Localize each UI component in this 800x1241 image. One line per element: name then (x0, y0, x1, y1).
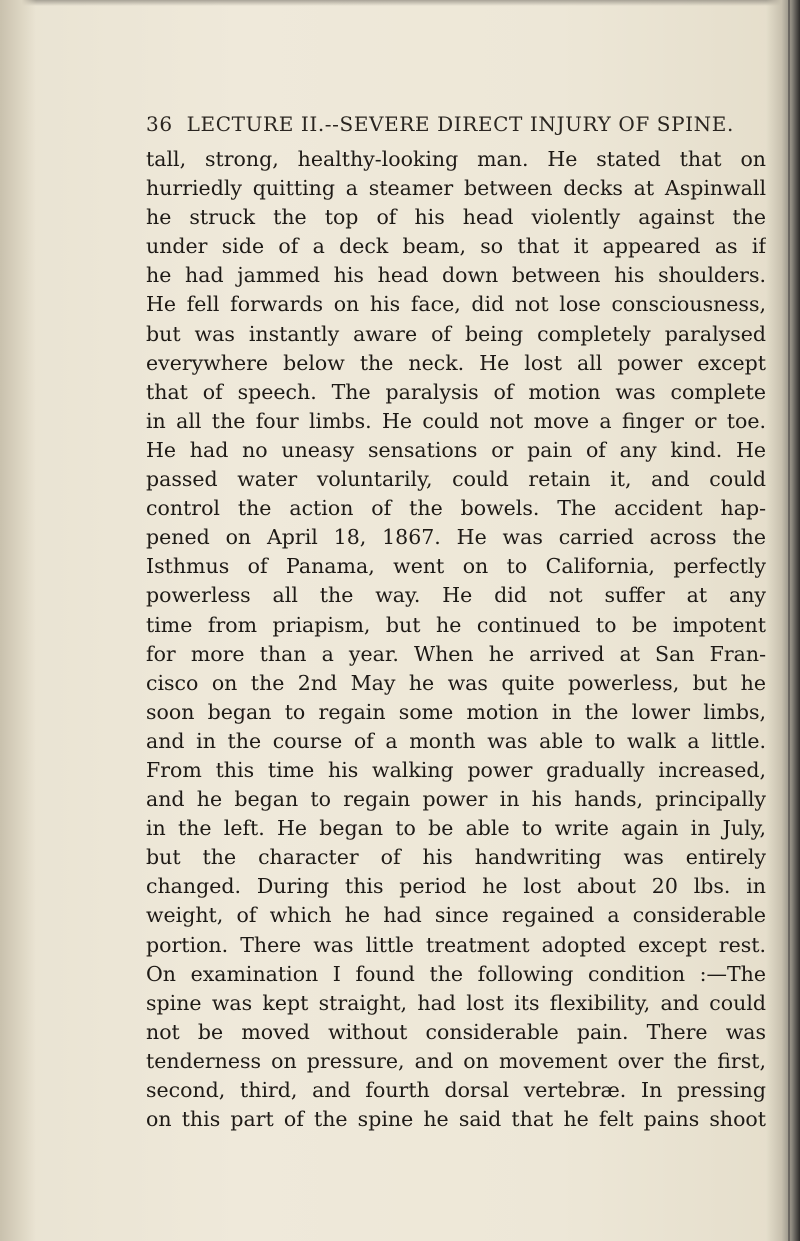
text-line: portion. There was little treatment adopted except rest. (146, 932, 766, 957)
text-line: changed. During this period he lost about 20 lbs. in (146, 874, 766, 899)
running-head-title: LECTURE II.--SEVERE DIRECT INJURY OF SPINE. (186, 112, 734, 136)
text-line: under side of a deck beam, so that it appeared as if (146, 234, 766, 259)
text-line: but was instantly aware of being completely paralysed (146, 321, 766, 346)
text-line: On examination I found the following condition :—The (146, 961, 766, 986)
text-line: and he began to regain power in his hands, principally (146, 787, 766, 812)
text-line: pened on April 18, 1867. He was carried across the (146, 525, 766, 550)
text-line: everywhere below the neck. He lost all power except (146, 350, 766, 375)
text-line: tenderness on pressure, and on movement over the first, (146, 1048, 766, 1073)
text-line: tall, strong, healthy-looking man. He stated that on (146, 147, 766, 171)
text-line: passed water voluntarily, could retain it, and could (146, 467, 766, 492)
page-edge (766, 0, 800, 1241)
text-line: in the left. He began to be able to write again in July, (146, 816, 766, 841)
text-line: He fell forwards on his face, did not lose consciousness, (146, 292, 766, 317)
text-line: time from priapism, but he continued to be impotent (146, 612, 766, 637)
running-head (146, 112, 734, 136)
text-line: that of speech. The paralysis of motion was complete (146, 379, 766, 404)
page-edge-line (788, 0, 790, 1241)
text-line: cisco on the 2nd May he was quite powerless, but he (146, 670, 766, 695)
text-line: not be moved without considerable pain. There was (146, 1019, 766, 1044)
text-line: control the action of the bowels. The accident hap- (146, 496, 766, 521)
text-line: he struck the top of his head violently against the (146, 205, 766, 230)
text-line: in all the four limbs. He could not move a finger or toe. (146, 408, 766, 433)
text-line: on this part of the spine he said that he felt pains shoot (146, 1107, 766, 1132)
text-line: weight, of which he had since regained a considerable (146, 903, 766, 928)
page-number: 36 (146, 112, 173, 136)
body-text (146, 145, 766, 1134)
text-line: From this time his walking power gradually increased, (146, 757, 766, 782)
text-line: but the character of his handwriting was entirely (146, 845, 766, 870)
text-line: powerless all the way. He did not suffer at any (146, 583, 766, 608)
text-line: second, third, and fourth dorsal vertebræ. In pressing (146, 1078, 766, 1102)
binding-shadow (0, 0, 36, 1241)
text-line: for more than a year. When he arrived at San Fran- (146, 641, 766, 666)
text-line: hurriedly quitting a steamer between decks at Aspinwall (146, 176, 766, 201)
text-line: Isthmus of Panama, went on to California, perfectly (146, 554, 766, 579)
text-line: he had jammed his head down between his shoulders. (146, 263, 766, 288)
top-shadow (0, 0, 800, 6)
text-line: spine was kept straight, had lost its flexibility, and could (146, 990, 766, 1015)
text-line: and in the course of a month was able to walk a little. (146, 728, 766, 753)
text-line: soon began to regain some motion in the lower limbs, (146, 699, 766, 724)
text-line: He had no uneasy sensations or pain of any kind. He (146, 437, 766, 462)
